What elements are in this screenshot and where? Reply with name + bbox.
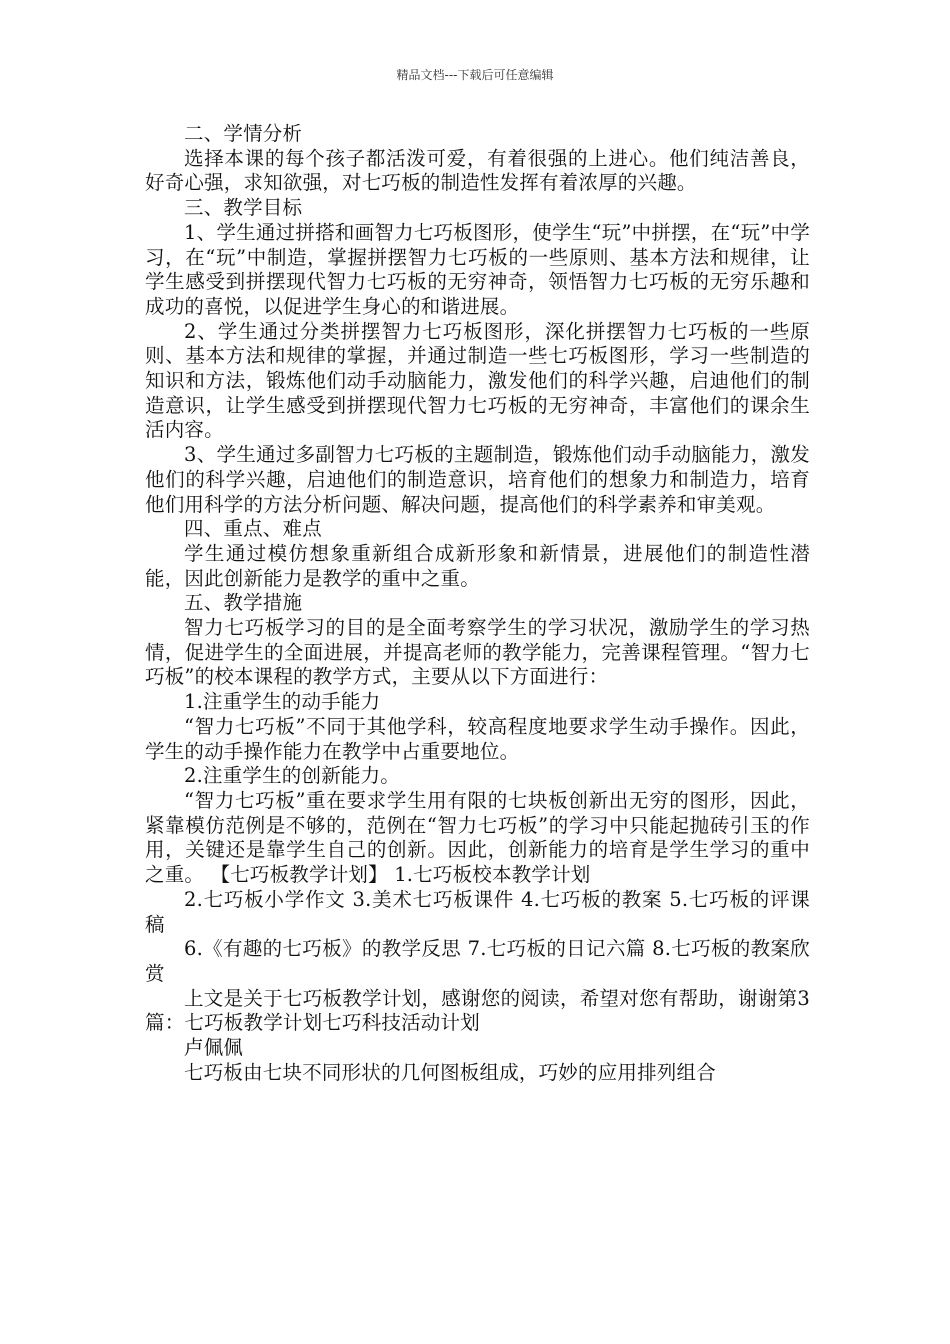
- paragraph: 学生通过模仿想象重新组合成新形象和新情景，进展他们的制造性潜能，因此创新能力是教学的重中之重。: [145, 541, 810, 590]
- section-heading: 四、重点、难点: [184, 517, 322, 541]
- section-heading: 三、教学目标: [184, 196, 303, 220]
- paragraph: 2、学生通过分类拼摆智力七巧板图形，深化拼摆智力七巧板的一些原则、基本方法和规律的掌握，并通过制造一些七巧板图形，学习一些制造的知识和方法，锻炼他们动手动脑能力，激发他们的科学兴趣，启迪他们的制造意识，让学生感受到拼摆现代智力七巧板的无穷神奇，丰富他们的课余生活内容。: [145, 319, 810, 442]
- paragraph: 1、学生通过拼搭和画智力七巧板图形，使学生“玩”中拼摆，在“玩”中学习，在“玩”中制造，掌握拼摆智力七巧板的一些原则、基本方法和规律，让学生感受到拼摆现代智力七巧板的无穷神奇，领悟智力七巧板的无穷乐趣和成功的喜悦，以促进学生身心的和谐进展。: [145, 220, 810, 318]
- list-item: 2.注重学生的创新能力。: [184, 764, 401, 788]
- author-name: 卢佩佩: [184, 1036, 244, 1060]
- paragraph: “智力七巧板”重在要求学生用有限的七块板创新出无穷的图形，因此，紧靠模仿范例是不够的，范例在“智力七巧板”的学习中只能起抛砖引玉的作用，关键还是靠学生自己的创新。因此，创新能力的培育是学生学习的重中之重。 【七巧板教学计划】 1.七巧板校本教学计划: [145, 788, 810, 887]
- page-header: 精品文档---下载后可任意编辑: [396, 68, 554, 82]
- section-heading: 二、学情分析: [184, 122, 303, 145]
- paragraph: 3、学生通过多副智力七巧板的主题制造，锻炼他们动手动脑能力，激发他们的科学兴趣，启迪他们的制造意识，培育他们的想象力和制造力，培育他们用科学的方法分析问题、解决问题，提高他们的科学素养和审美观。: [145, 443, 810, 516]
- paragraph: “智力七巧板”不同于其他学科，较高程度地要求学生动手操作。因此，学生的动手操作能力在教学中占重要地位。: [145, 714, 810, 763]
- list-item: 1.注重学生的动手能力: [184, 690, 381, 714]
- section-heading: 五、教学措施: [184, 591, 303, 615]
- paragraph: 选择本课的每个孩子都活泼可爱，有着很强的上进心。他们纯洁善良，好奇心强，求知欲强，对七巧板的制造性发挥有着浓厚的兴趣。: [145, 146, 810, 195]
- document-body: [145, 122, 810, 1085]
- paragraph: 上文是关于七巧板教学计划，感谢您的阅读，希望对您有帮助，谢谢第3篇：七巧板教学计划七巧科技活动计划: [145, 986, 810, 1035]
- related-links: 2.七巧板小学作文 3.美术七巧板课件 4.七巧板的教案 5.七巧板的评课稿: [145, 887, 810, 936]
- paragraph: 七巧板由七块不同形状的几何图板组成，巧妙的应用排列组合: [184, 1060, 716, 1084]
- paragraph: 智力七巧板学习的目的是全面考察学生的学习状况，激励学生的学习热情，促进学生的全面进展，并提高老师的教学能力，完善课程管理。“智力七巧板”的校本课程的教学方式，主要从以下方面进行：: [145, 616, 810, 689]
- related-links: 6.《有趣的七巧板》的教学反思 7.七巧板的日记六篇 8.七巧板的教案欣赏: [145, 937, 810, 985]
